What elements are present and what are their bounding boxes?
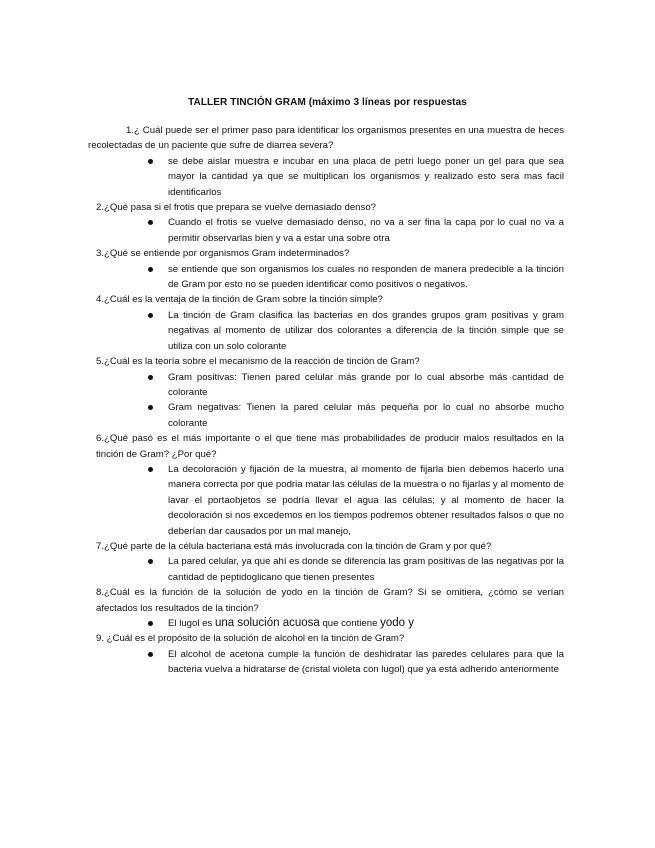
document-body — [88, 123, 564, 678]
question-2: 2.¿Qué pasa si el frotis que prepara se vuelve demasiado denso? — [96, 202, 376, 214]
answer-text: El alcohol de acetona cumple la función de deshidratar las paredes celulares para que la bacteria vuelva a hidratarse de (cristal violeta con lugol) que ya está adherido anteriormente — [168, 648, 564, 676]
bullet-icon — [148, 405, 153, 410]
answer-list-5 — [96, 370, 564, 432]
answer-item — [96, 215, 564, 246]
answer-item — [96, 554, 564, 585]
bullet-icon — [148, 621, 153, 626]
answer-list-3 — [96, 262, 564, 293]
answer-text: Gram negativas: Tienen la pared celular más pequeña por lo cual no absorbe mucho colorante — [168, 402, 564, 429]
question-3: 3.¿Qué se entiende por organismos Gram indeterminados? — [96, 248, 350, 260]
answer-list-7 — [96, 554, 564, 585]
bullet-icon — [148, 652, 153, 657]
answer-text-d: yodo y — [380, 617, 414, 629]
answer-item — [96, 616, 564, 631]
bullet-icon — [148, 220, 153, 225]
question-1: 1.¿ Cuál puede ser el primer paso para identificar los organismos presentes en una muestra de heces recolectadas de un paciente que sufre de diarrea severa? — [88, 125, 564, 152]
question-9: 9. ¿Cuál es el propósito de la solución de alcohol en la tinción de Gram? — [96, 633, 405, 645]
question-6: 6.¿Qué pasó es el más importante o el que tiene más probabilidades de producir malos resultados en la tinción de Gram? ¿Por qué? — [96, 433, 564, 460]
answer-text: se debe aislar muestra e incubar en una placa de petri luego poner un gel para que sea mayor la cantidad ya que se multiplican los organismos y realizado esto sera mas facil identificarlos — [168, 155, 564, 198]
answer-text-c: que contiene — [319, 618, 381, 629]
bullet-icon — [148, 375, 153, 380]
question-4: 4.¿Cuál es la ventaja de la tinción de Gram sobre la tinción simple? — [96, 294, 383, 306]
question-5: 5.¿Cuál es la teoría sobre el mecanismo de la reacción de tinción de Gram? — [96, 356, 420, 368]
answer-item — [96, 647, 564, 678]
answer-list-6 — [96, 462, 564, 539]
bullet-icon — [148, 313, 153, 318]
bullet-icon — [148, 159, 153, 164]
answer-item — [96, 400, 564, 431]
question-8: 8.¿Cuál es la función de la solución de yodo en la tinción de Gram? Si se omitiera, ¿cómo se verían afectados los resultados de la tinción? — [96, 587, 564, 614]
bullet-icon — [148, 267, 153, 272]
answer-text: se entiende que son organismos los cuales no responden de manera predecible a la tinción de Gram por esto no se pueden identificar como positivos o negativos. — [168, 263, 564, 291]
answer-item — [96, 262, 564, 293]
question-7: 7.¿Qué parte de la célula bacteriana está más involucrada con la tinción de Gram y por qué? — [96, 540, 492, 552]
document-title: TALLER TINCIÓN GRAM (máximo 3 líneas por respuestas — [188, 97, 467, 108]
answer-list-2 — [96, 215, 564, 246]
answer-list-8 — [96, 616, 564, 631]
answer-item — [96, 308, 564, 354]
answer-text: Gram positivas: Tienen pared celular más grande por lo cual absorbe más cantidad de colorante — [168, 371, 564, 398]
answer-item — [96, 154, 564, 200]
answer-item — [96, 370, 564, 401]
bullet-icon — [148, 467, 153, 472]
answer-list-1 — [96, 154, 564, 200]
answer-text-b: una solución acuosa — [214, 617, 320, 629]
bullet-icon — [148, 559, 153, 564]
answer-list-4 — [96, 308, 564, 354]
answer-text: La decoloración y fijación de la muestra, al momento de fijarla bien debemos hacerlo una manera correcta por que podria matar las células de la muestra o no fijarlas y al momento de lavar el portaobjetos se podría llevar el agua las células; y al momento de hacer la decoloración si nos excedemos en los tiempos podremos obtener resultados falsos o que no deberían dar causados por un mal manejo, — [168, 463, 564, 537]
answer-text: La tinción de Gram clasifica las bacterias en dos grandes grupos gram positivas y gram negativas al momento de utilizar dos colorantes a diferencia de la tinción simple que se utiliza con un solo colorante — [168, 309, 564, 352]
answer-text: Cuando el frotis se vuelve demasiado denso, no va a ser fina la capa por lo cual no va a permitir observarlas bien y va a estar una sobre otra — [168, 217, 564, 244]
answer-item — [96, 462, 564, 539]
answer-list-9 — [96, 647, 564, 678]
answer-text: La pared celular, ya que ahí es donde se diferencia las gram positivas de las negativas por la cantidad de peptidoglicano que tienen presentes — [168, 556, 564, 583]
answer-text-a: El lugol es — [168, 618, 215, 629]
